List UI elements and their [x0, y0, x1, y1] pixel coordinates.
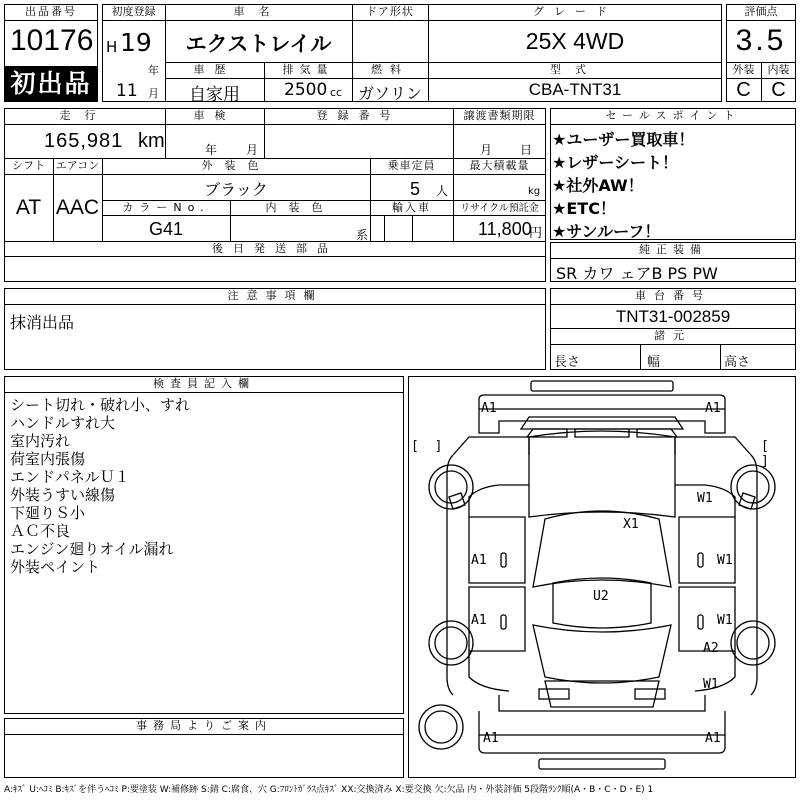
inspector-note: エンドパネルＵ１: [10, 468, 130, 486]
door-type-label: ドア形状: [366, 5, 414, 18]
damage-right-rear-door: W1: [717, 613, 733, 628]
selling-points-label: セールスポイント: [605, 109, 741, 122]
selling-point: ★社外AW！: [552, 176, 644, 195]
load-label: 最大積載量: [469, 159, 530, 172]
displacement: 2500: [284, 80, 328, 100]
exterior-grade-label: 外装: [732, 63, 755, 76]
int-color-label: 内装色: [265, 201, 335, 214]
ac: AAC: [55, 196, 100, 219]
recycle-unit: 円: [529, 226, 543, 241]
shift: AT: [15, 196, 42, 219]
car-diagram: [408, 376, 796, 778]
score: 3.5: [735, 24, 787, 57]
era-mark: H: [106, 38, 118, 56]
color-no-label: カラーNo.: [122, 201, 210, 214]
ext-color-label: 外装色: [201, 159, 271, 172]
bracket-left: [ ]: [411, 439, 447, 454]
damage-front-right: A1: [705, 401, 721, 416]
displacement-label: 排気量: [282, 63, 334, 76]
length-label: 長さ: [554, 355, 581, 370]
recycle-amount: 11,800: [478, 219, 532, 239]
fuel-label: 燃料: [371, 63, 409, 76]
inspector-note: 下廻りＳ小: [10, 504, 86, 522]
color-no: G41: [148, 219, 184, 239]
specs-label: 諸元: [654, 329, 692, 342]
inspector-note: 外装ペイント: [10, 558, 101, 576]
inspector-note: ＡＣ不良: [10, 522, 71, 540]
selling-point: ★レザーシート！: [552, 153, 679, 172]
damage-left-rear-door: A1: [471, 613, 487, 628]
car-name: エクストレイル: [185, 32, 332, 56]
height-label: 高さ: [724, 355, 751, 370]
selling-point: ★ユーザー買取車！: [552, 130, 695, 149]
chassis-label: 車台番号: [635, 289, 711, 302]
model-label: 型式: [550, 63, 600, 76]
notes-value: 抹消出品: [10, 313, 75, 332]
car-outline-diagram: [409, 377, 795, 777]
inspector-note: エンジン廻りオイル漏れ: [10, 540, 174, 558]
damage-right-front-fender: W1: [697, 491, 713, 506]
damage-right-rear-wheel: W1: [703, 677, 719, 692]
selling-point: ★サンルーフ！: [552, 222, 661, 241]
inspector-note: 室内汚れ: [10, 432, 71, 450]
first-reg-month: 11: [116, 81, 138, 101]
first-reg-year-unit: 年: [148, 64, 159, 77]
damage-rear-left: A1: [483, 731, 499, 746]
inspector-label: 検査員記入欄: [153, 377, 255, 390]
office-label: 事務局よりご案内: [136, 719, 272, 732]
mileage: 165,981: [44, 130, 124, 152]
damage-hood: X1: [623, 517, 639, 532]
damage-right-rear-quarter: A2: [703, 641, 719, 656]
interior-grade-label: 内装: [767, 63, 790, 76]
equipment-value: SR カワ ェアB PS PW: [556, 264, 718, 283]
exterior-grade: C: [736, 79, 751, 101]
lot-number: 10176: [10, 24, 94, 57]
parts-label: 後日発送部品: [212, 242, 338, 255]
displacement-unit: cc: [330, 86, 343, 99]
notes-label: 注意事項欄: [227, 289, 323, 302]
transfer-deadline-label: 譲渡書類期限: [463, 109, 536, 122]
transfer-month-unit: 月: [480, 143, 493, 157]
legend: A:ｷｽﾞ U:ﾍｺﾐ B:ｷｽﾞを伴うﾍｺﾐ P:要塗装 W:補修跡 S:錆 C:腐食、穴 G:ﾌﾛﾝﾄｶﾞﾗｽ点ｷｽﾞ XX:交換済み X:要交換 欠:欠品 内・外装評価 5段階ﾗﾝｸ順(A・B・C・D・E) 1: [4, 785, 654, 795]
car-name-label: 車名: [233, 5, 284, 18]
inspection-label: 車検: [193, 109, 236, 122]
load-unit: kg: [528, 186, 541, 197]
inspection-month-unit: 月: [246, 143, 259, 157]
damage-roof: U2: [593, 589, 609, 604]
capacity: 5: [410, 179, 421, 199]
first-reg-month-unit: 月: [148, 87, 159, 100]
lot-number-label: 出品番号: [25, 5, 77, 18]
damage-left-front-door: A1: [471, 553, 487, 568]
grade: 25X 4WD: [525, 28, 625, 54]
equipment-label: 純正装備: [639, 243, 707, 256]
damage-front-left: A1: [481, 401, 497, 416]
inspector-note: シート切れ・破れ小、すれ: [10, 396, 191, 414]
chassis-number: TNT31-002859: [615, 307, 731, 326]
inspector-note: 外装うすい線傷: [10, 486, 116, 504]
inspector-note: ハンドルすれ大: [10, 414, 116, 432]
import-label: 輸入車: [392, 201, 431, 214]
inspection-year-unit: 年: [205, 143, 218, 157]
recycle-label: リサイクル預託金: [460, 203, 539, 214]
model: CBA-TNT31: [528, 80, 622, 99]
bracket-right: [ ]: [761, 439, 773, 469]
capacity-label: 乗車定員: [387, 159, 436, 172]
fuel: ガソリン: [357, 84, 422, 103]
damage-rear-right: A1: [705, 731, 721, 746]
history: 自家用: [189, 85, 240, 105]
int-color-unit: 系: [356, 228, 369, 242]
history-label: 車歴: [193, 63, 236, 76]
first-listing-badge: 初出品: [4, 66, 98, 102]
mileage-label: 走行: [59, 109, 110, 122]
width-label: 幅: [647, 355, 661, 370]
grade-label: グレード: [533, 5, 617, 18]
damage-right-front-door: W1: [717, 553, 733, 568]
first-reg-year: 19: [120, 28, 152, 57]
ext-color: ブラック: [204, 180, 268, 199]
first-reg-label: 初度登録: [111, 5, 156, 18]
selling-point: ★ETC！: [552, 199, 616, 218]
inspector-notes: [10, 396, 400, 576]
transfer-day-unit: 日: [520, 143, 533, 157]
selling-points-list: [552, 128, 794, 243]
ac-label: エアコン: [55, 159, 100, 172]
score-label: 評価点: [744, 5, 778, 18]
mileage-unit: km: [138, 130, 165, 152]
shift-label: シフト: [12, 159, 45, 172]
interior-grade: C: [771, 79, 786, 101]
capacity-unit: 人: [436, 184, 449, 198]
inspector-note: 荷室内張傷: [10, 450, 86, 468]
reg-number-label: 登録番号: [316, 109, 401, 122]
